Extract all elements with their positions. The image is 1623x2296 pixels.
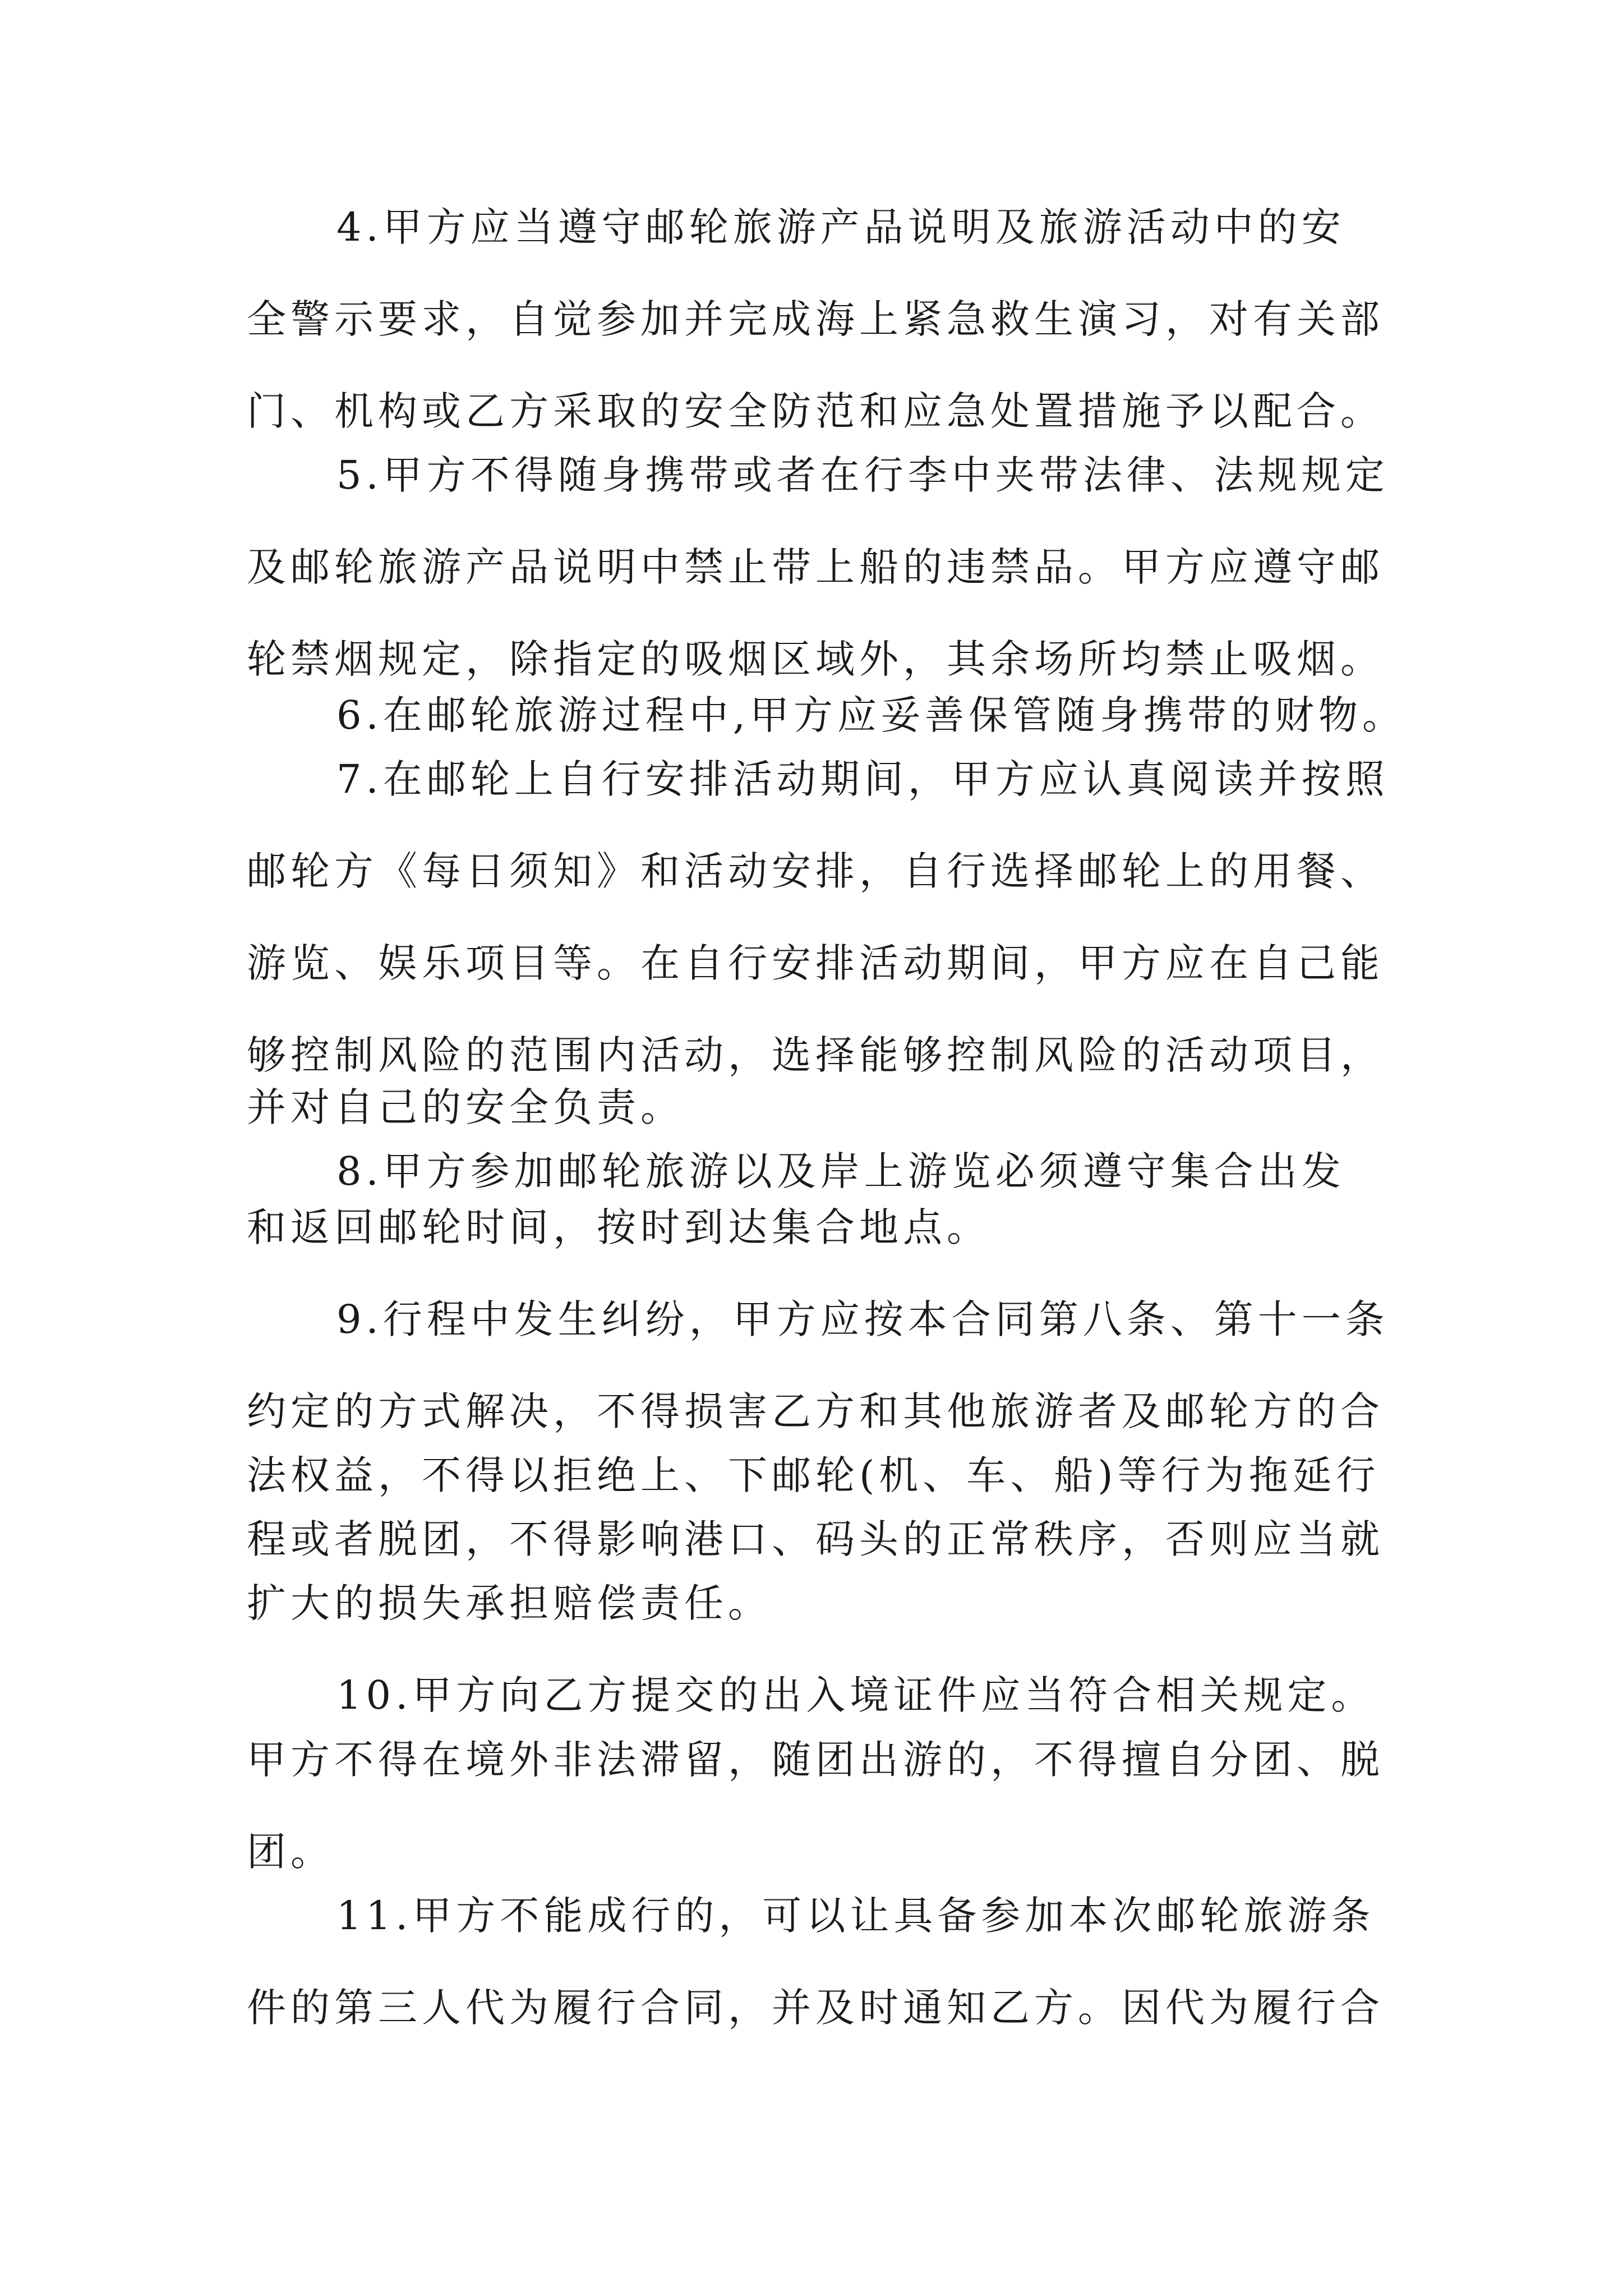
- paragraph-4-line-1: 4.甲方应当遵守邮轮旅游产品说明及旅游活动中的安: [336, 204, 1345, 250]
- paragraph-9-line-5: 扩大的损失承担赔偿责任。: [247, 1580, 772, 1626]
- paragraph-5-line-1: 5.甲方不得随身携带或者在行李中夹带法律、法规规定: [336, 452, 1389, 498]
- paragraph-9-line-1: 9.行程中发生纠纷，甲方应按本合同第八条、第十一条: [336, 1296, 1389, 1342]
- paragraph-4-line-2: 全警示要求，自觉参加并完成海上紧急救生演习，对有关部: [247, 296, 1384, 342]
- paragraph-9-line-2: 约定的方式解决，不得损害乙方和其他旅游者及邮轮方的合: [247, 1388, 1384, 1434]
- paragraph-6-line-1: 6.在邮轮旅游过程中,甲方应妥善保管随身携带的财物。: [336, 692, 1407, 738]
- paragraph-11-line-1: 11.甲方不能成行的，可以让具备参加本次邮轮旅游条: [336, 1893, 1375, 1939]
- paragraph-5-line-2: 及邮轮旅游产品说明中禁止带上船的违禁品。甲方应遵守邮: [247, 544, 1384, 590]
- paragraph-7-line-1: 7.在邮轮上自行安排活动期间，甲方应认真阅读并按照: [336, 756, 1389, 802]
- paragraph-4-line-3: 门、机构或乙方采取的安全防范和应急处置措施予以配合。: [247, 388, 1384, 434]
- paragraph-10-line-3: 团。: [247, 1829, 334, 1875]
- paragraph-9-line-4: 程或者脱团，不得影响港口、码头的正常秩序，否则应当就: [247, 1516, 1384, 1562]
- paragraph-8-line-2: 和返回邮轮时间，按时到达集合地点。: [247, 1204, 990, 1250]
- paragraph-7-line-4: 够控制风险的范围内活动，选择能够控制风险的活动项目，: [247, 1032, 1384, 1078]
- paragraph-7-line-2: 邮轮方《每日须知》和活动安排，自行选择邮轮上的用餐、: [247, 848, 1384, 894]
- paragraph-7-line-5: 并对自己的安全负责。: [247, 1084, 684, 1130]
- paragraph-5-line-3: 轮禁烟规定，除指定的吸烟区域外，其余场所均禁止吸烟。: [247, 636, 1384, 682]
- paragraph-7-line-3: 游览、娱乐项目等。在自行安排活动期间，甲方应在自己能: [247, 940, 1384, 986]
- paragraph-10-line-1: 10.甲方向乙方提交的出入境证件应当符合相关规定。: [336, 1672, 1375, 1718]
- paragraph-10-line-2: 甲方不得在境外非法滞留，随团出游的，不得擅自分团、脱: [247, 1737, 1384, 1783]
- paragraph-8-line-1: 8.甲方参加邮轮旅游以及岸上游览必须遵守集合出发: [336, 1148, 1345, 1194]
- paragraph-9-line-3: 法权益，不得以拒绝上、下邮轮(机、车、船)等行为拖延行: [247, 1452, 1380, 1498]
- paragraph-11-line-2: 件的第三人代为履行合同，并及时通知乙方。因代为履行合: [247, 1985, 1384, 2031]
